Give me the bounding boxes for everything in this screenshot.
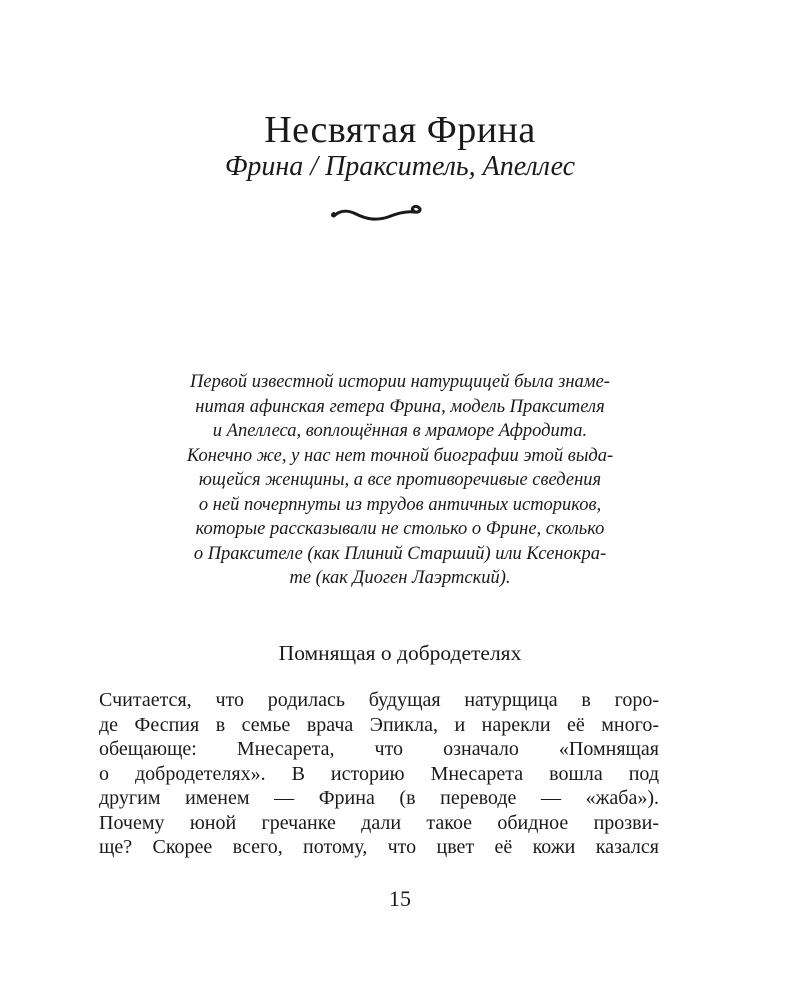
body-line: де Феспия в семье врача Эпикла, и нарекли её много- (99, 713, 659, 736)
epigraph-line: о ней почерпнуты из трудов античных историков, (198, 494, 602, 515)
body-line: другим именем — Фрина (в переводе — «жаба»). (99, 787, 659, 809)
epigraph-line: которые рассказывали не столько о Фрине, сколько (195, 519, 605, 539)
body-line: Считается, что родилась будущая натурщица в горо- (99, 689, 659, 711)
chapter-title: Несвятая Фрина (264, 109, 536, 151)
epigraph-line: о Праксителе (как Плиний Старший) или Ксенокра- (193, 543, 607, 564)
page-number: 15 (389, 886, 411, 911)
epigraph-line: Первой известной истории натурщицей была знаме- (190, 372, 610, 392)
epigraph-line: нитая афинская гетера Фрина, модель Праксителя (195, 396, 605, 417)
body-line: ще? Скорее всего, потому, что цвет её кожи казался (99, 836, 659, 858)
epigraph (104, 370, 696, 591)
body-paragraph (99, 688, 659, 860)
swash-ornament-icon (330, 200, 426, 226)
epigraph-line: те (как Диоген Лаэртский). (289, 568, 511, 588)
epigraph-line: ющейся женщины, а все противоречивые сведения (198, 470, 602, 490)
chapter-subtitle: Фрина / Пракситель, Апеллес (224, 151, 576, 182)
body-line: Почему юной гречанке дали такое обидное прозви- (99, 811, 659, 834)
epigraph-line: и Апеллеса, воплощённая в мраморе Афродита. (212, 421, 588, 441)
epigraph-line: Конечно же, у нас нет точной биографии этой выда- (186, 445, 614, 466)
body-line: обещающе: Мнесарета, что означало «Помнящая (99, 738, 659, 760)
section-heading: Помнящая о добродетелях (278, 641, 522, 665)
body-line: о добродетелях». В историю Мнесарета вошла под (99, 762, 659, 785)
